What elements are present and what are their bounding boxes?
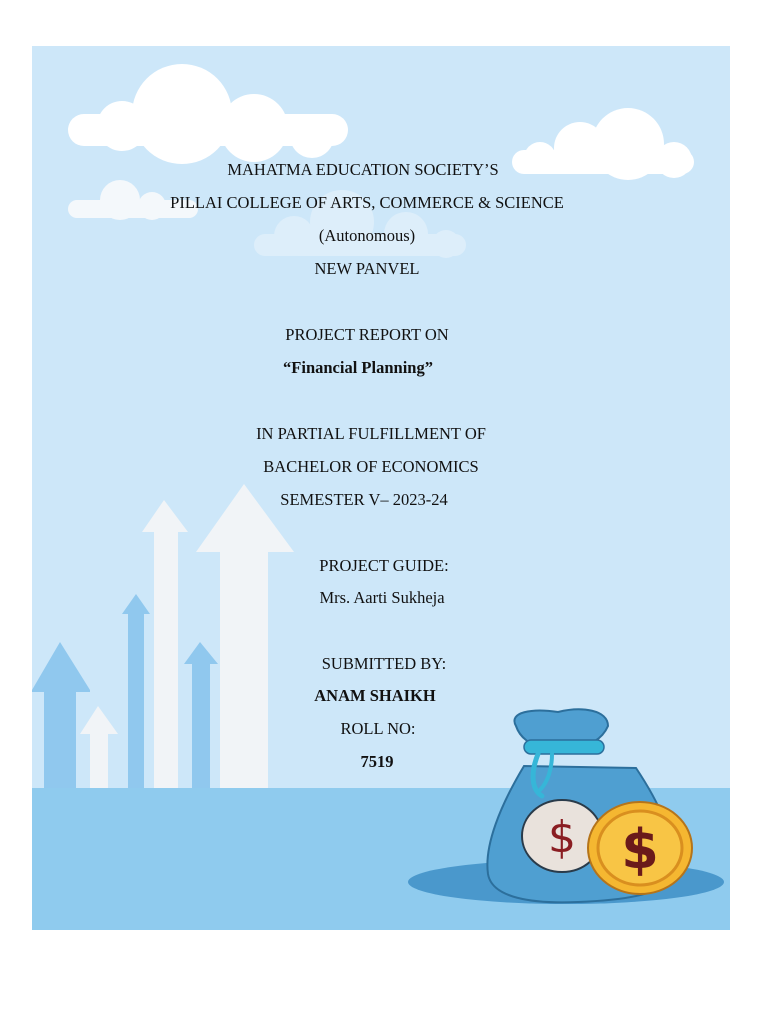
fulfillment-line: IN PARTIAL FULFILLMENT OF <box>256 424 486 443</box>
report-label: PROJECT REPORT ON <box>285 325 449 344</box>
degree-name: BACHELOR OF ECONOMICS <box>263 457 479 476</box>
project-title: “Financial Planning” <box>283 358 433 377</box>
student-name: ANAM SHAIKH <box>314 686 436 705</box>
dollar-sign-silver-icon: $ <box>548 812 576 863</box>
roll-number: 7519 <box>360 752 394 771</box>
society-name: MAHATMA EDUCATION SOCIETY’S <box>227 160 499 179</box>
guide-label: PROJECT GUIDE: <box>319 556 449 575</box>
guide-name: Mrs. Aarti Sukheja <box>319 588 445 607</box>
autonomous-status: (Autonomous) <box>318 226 416 245</box>
submitted-by-label: SUBMITTED BY: <box>321 654 447 673</box>
cover-page <box>32 46 730 930</box>
dollar-sign-gold-icon: $ <box>621 818 659 881</box>
gold-coin-icon <box>588 802 694 896</box>
semester-line: SEMESTER V– 2023-24 <box>280 490 448 509</box>
college-location: NEW PANVEL <box>314 259 420 278</box>
roll-number-label: ROLL NO: <box>340 719 416 738</box>
college-name: PILLAI COLLEGE OF ARTS, COMMERCE & SCIENCE <box>170 193 564 212</box>
